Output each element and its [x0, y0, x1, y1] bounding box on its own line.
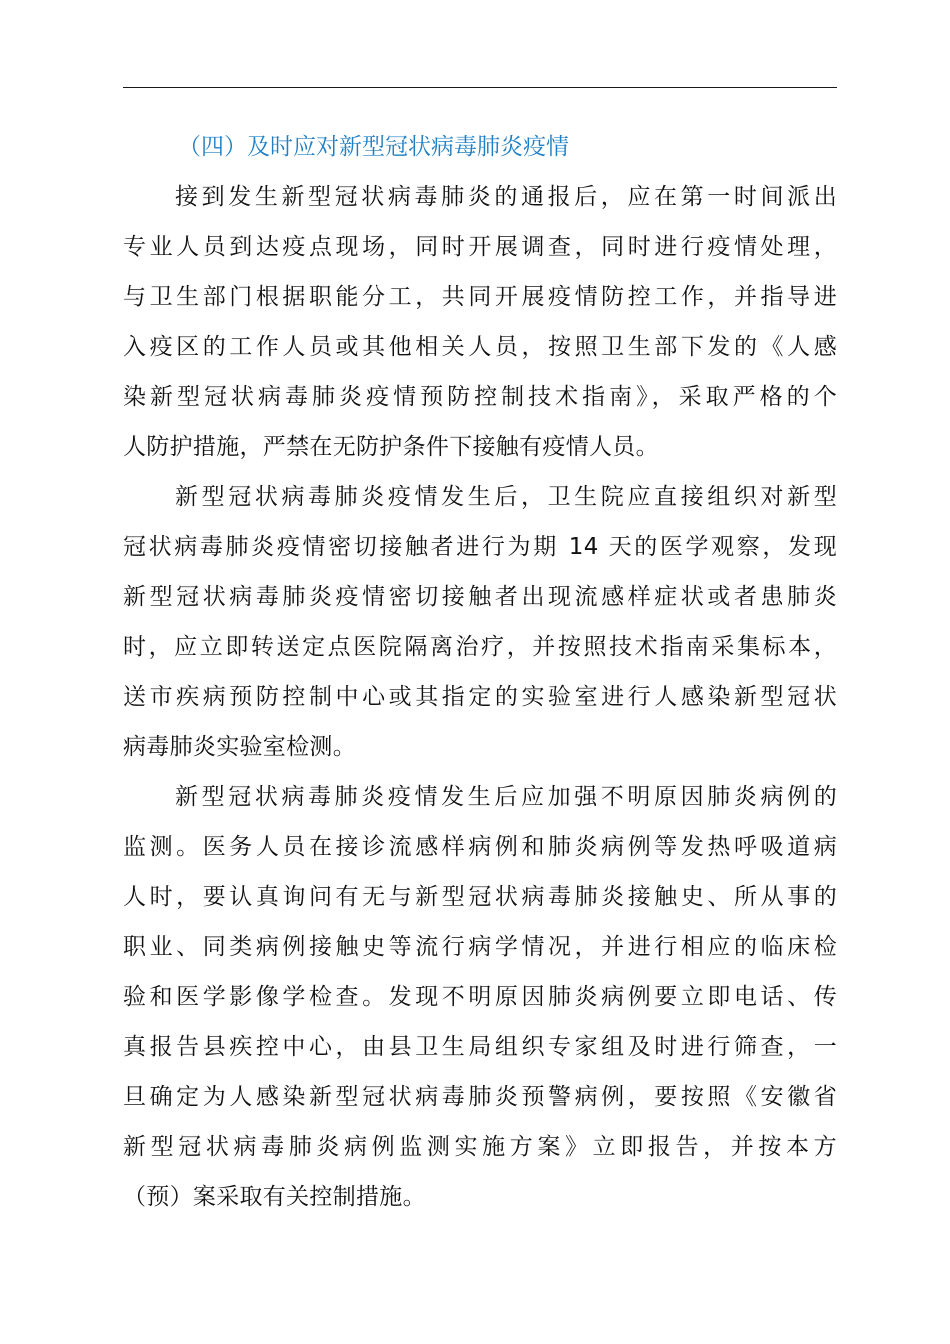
paragraph-line: 新型冠状病毒肺炎疫情发生后，卫生院应直接组织对新型 [175, 484, 837, 510]
paragraph-line: 验和医学影像学检查。发现不明原因肺炎病例要立即电话、传 [123, 984, 837, 1010]
paragraph-line: （预）案采取有关控制措施。 [123, 1184, 426, 1210]
paragraph-line: 时，应立即转送定点医院隔离治疗，并按照技术指南采集标本， [123, 634, 837, 660]
paragraph-line: 与卫生部门根据职能分工，共同开展疫情防控工作，并指导进 [123, 284, 837, 310]
paragraph-line: 职业、同类病例接触史等流行病学情况，并进行相应的临床检 [123, 934, 837, 960]
section-heading: （四）及时应对新型冠状病毒肺炎疫情 [178, 134, 569, 160]
paragraph-line: 真报告县疾控中心，由县卫生局组织专家组及时进行筛查，一 [123, 1034, 837, 1060]
paragraph-2 [123, 472, 837, 772]
header-rule [123, 87, 837, 88]
paragraph-line: 监测。医务人员在接诊流感样病例和肺炎病例等发热呼吸道病 [123, 834, 837, 860]
paragraph-line: 染新型冠状病毒肺炎疫情预防控制技术指南》，采取严格的个 [123, 384, 837, 410]
paragraph-line: 冠状病毒肺炎疫情密切接触者进行为期 14 天的医学观察，发现 [123, 534, 837, 560]
paragraph-line: 专业人员到达疫点现场，同时开展调查，同时进行疫情处理， [123, 234, 837, 260]
paragraph-line: 送市疾病预防控制中心或其指定的实验室进行人感染新型冠状 [123, 684, 837, 710]
paragraph-line: 新型冠状病毒肺炎病例监测实施方案》立即报告，并按本方 [123, 1134, 837, 1160]
paragraph-line: 接到发生新型冠状病毒肺炎的通报后，应在第一时间派出 [175, 184, 837, 210]
paragraph-line: 旦确定为人感染新型冠状病毒肺炎预警病例，要按照《安徽省 [123, 1084, 837, 1110]
paragraph-line: 新型冠状病毒肺炎疫情发生后应加强不明原因肺炎病例的 [175, 784, 837, 810]
paragraph-3 [123, 772, 837, 1222]
paragraph-1 [123, 172, 837, 472]
paragraph-line: 病毒肺炎实验室检测。 [123, 734, 356, 760]
paragraph-line: 人防护措施，严禁在无防护条件下接触有疫情人员。 [123, 434, 659, 460]
paragraph-line: 入疫区的工作人员或其他相关人员，按照卫生部下发的《人感 [123, 334, 837, 360]
document-body [123, 122, 837, 1222]
paragraph-line: 人时，要认真询问有无与新型冠状病毒肺炎接触史、所从事的 [123, 884, 837, 910]
paragraph-line: 新型冠状病毒肺炎疫情密切接触者出现流感样症状或者患肺炎 [123, 584, 837, 610]
